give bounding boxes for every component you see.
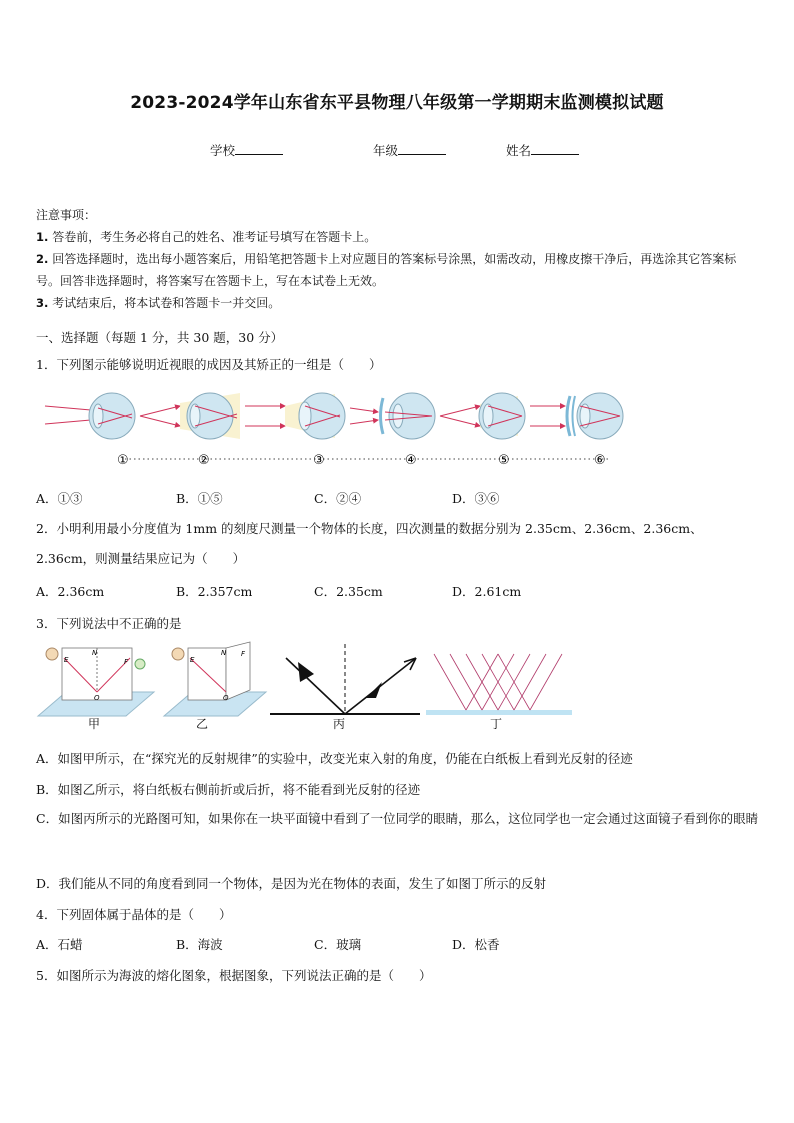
question-4-stem: 4．下列固体属于晶体的是（ ） xyxy=(36,907,232,922)
q3-option-c[interactable]: C．如图丙所示的光路图可知，如果你在一块平面镜中看到了一位同学的眼睛，那么，这位同学也一定会通过这面镜子看到你的眼睛 xyxy=(36,811,759,826)
fig-label-6: ⑥ xyxy=(594,453,606,468)
question-5-stem: 5．如图所示为海波的熔化图象，根据图象，下列说法正确的是（ ） xyxy=(36,968,432,983)
fig-label-3: ③ xyxy=(313,453,325,468)
svg-text:F: F xyxy=(124,658,129,666)
note-item-2: 2. 回答选择题时，选出每小题答案后，用铅笔把答题卡上对应题目的答案标号涂黑，如需改动，用橡皮擦干净后，再选涂其它答案标号。回答非选择题时，将答案写在答题卡上，写在本试卷上无效。 xyxy=(36,252,737,288)
q2-option-b[interactable]: B．2.357cm xyxy=(176,584,253,599)
eye-diagram-3 xyxy=(245,393,345,439)
eye-diagram-2 xyxy=(140,393,240,439)
eye-diagram-1 xyxy=(45,393,135,439)
eye-diagram-6 xyxy=(530,393,623,439)
exam-title: 2023-2024学年山东省东平县物理八年级第一学期期末监测模拟试题 xyxy=(130,93,664,113)
fig-label-5: ⑤ xyxy=(498,453,510,468)
figure-ding xyxy=(426,654,572,731)
svg-text:E: E xyxy=(190,656,195,664)
fig-label-1: ① xyxy=(117,453,129,468)
q1-eye-figure xyxy=(40,388,640,470)
svg-text:O: O xyxy=(94,694,100,702)
eye-diagram-4 xyxy=(350,393,435,439)
q4-option-a[interactable]: A．石蜡 xyxy=(36,937,83,952)
q1-option-b[interactable]: B．①⑤ xyxy=(176,491,223,506)
q3-reflection-figure xyxy=(36,640,576,732)
q2-option-d[interactable]: D．2.61cm xyxy=(452,584,522,599)
svg-text:E: E xyxy=(64,656,69,664)
eye-diagram-5 xyxy=(440,393,525,439)
note-item-3: 3. 考试结束后，将本试卷和答题卡一并交回。 xyxy=(36,296,281,310)
fig-label-bing: 丙 xyxy=(333,717,346,731)
q3-option-a[interactable]: A．如图甲所示，在“探究光的反射规律”的实验中，改变光束入射的角度，仍能在白纸板上看到光反射的径迹 xyxy=(36,751,633,766)
question-1-options xyxy=(36,489,760,509)
question-4-options xyxy=(36,935,760,955)
q2-option-c[interactable]: C．2.35cm xyxy=(314,584,383,599)
q4-option-b[interactable]: B．海波 xyxy=(176,937,223,952)
note-item-1: 1. 答卷前，考生务必将自己的姓名、准考证号填写在答题卡上。 xyxy=(36,230,377,244)
fig-label-ding: 丁 xyxy=(490,717,503,731)
q3-option-b[interactable]: B．如图乙所示，将白纸板右侧前折或后折，将不能看到光反射的径迹 xyxy=(36,782,421,797)
q1-option-a[interactable]: A．①③ xyxy=(36,491,83,506)
notes-section xyxy=(36,204,758,314)
q4-option-d[interactable]: D．松香 xyxy=(452,937,500,952)
figure-jia xyxy=(38,648,154,731)
question-1-stem: 1．下列图示能够说明近视眼的成因及其矫正的一组是（ ） xyxy=(36,357,382,372)
question-3-stem: 3．下列说法中不正确的是 xyxy=(36,616,182,631)
svg-text:N: N xyxy=(92,649,98,657)
svg-text:N: N xyxy=(221,649,227,657)
svg-text:O: O xyxy=(223,694,229,702)
question-2-options xyxy=(36,582,760,602)
fig-label-jia: 甲 xyxy=(88,717,101,731)
figure-bing xyxy=(270,644,420,731)
q1-option-c[interactable]: C．②④ xyxy=(314,491,362,506)
q2-option-a[interactable]: A．2.36cm xyxy=(36,584,105,599)
q3-option-d[interactable]: D．我们能从不同的角度看到同一个物体，是因为光在物体的表面，发生了如图丁所示的反射 xyxy=(36,876,547,891)
svg-text:F: F xyxy=(241,650,246,658)
fig-label-4: ④ xyxy=(405,453,417,468)
grade-field[interactable]: 年级 xyxy=(373,141,446,159)
q4-option-c[interactable]: C．玻璃 xyxy=(314,937,362,952)
school-field[interactable]: 学校 xyxy=(210,141,283,159)
q1-option-d[interactable]: D．③⑥ xyxy=(452,491,500,506)
student-info-row xyxy=(0,141,794,161)
fig-label-yi: 乙 xyxy=(196,717,209,731)
fig-label-2: ② xyxy=(198,453,210,468)
question-2-stem: 2．小明利用最小分度值为 1mm 的刻度尺测量一个物体的长度，四次测量的数据分别为 2.35cm、2.36cm、2.36cm、2.36cm，则测量结果应记为（ ） xyxy=(36,521,703,566)
figure-yi xyxy=(164,642,266,731)
notes-heading: 注意事项： xyxy=(36,208,97,222)
section-heading: 一、选择题（每题 1 分，共 30 题，30 分） xyxy=(36,330,284,345)
name-field[interactable]: 姓名 xyxy=(506,141,579,159)
